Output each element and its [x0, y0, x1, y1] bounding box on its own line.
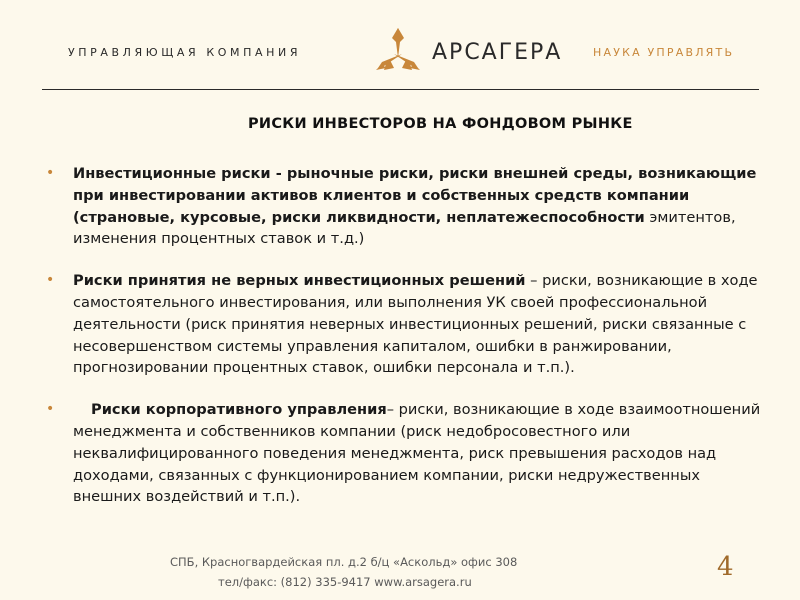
item-heading: Инвестиционные риски - рыночные риски, риски внешней среды, возникающие при инвестировании активов клиентов и собственных средств компании (страновые, курсовые, риски ликвидности, неплатежеспособности [73, 165, 757, 226]
item-heading: Риски принятия не верных инвестиционных решений [73, 272, 526, 290]
item-body: эмитентов, изменения процентных ставок и т.д.) [73, 208, 736, 248]
item-heading: Риски корпоративного управления [91, 401, 387, 419]
list-item [46, 270, 766, 379]
footer-address: СПБ, Красногвардейская пл. д.2 б/ц «Аскольд» офис 308 [170, 555, 518, 569]
footer [0, 555, 800, 600]
slide-title: РИСКИ ИНВЕСТОРОВ НА ФОНДОВОМ РЫНКЕ [248, 116, 633, 132]
item-text [73, 399, 766, 508]
brand-name: АРСАГЕРА [432, 40, 563, 65]
list-item [46, 399, 766, 508]
company-label: УПРАВЛЯЮЩАЯ КОМПАНИЯ [68, 46, 302, 59]
header [0, 0, 800, 100]
item-body: – риски, возникающие в ходе самостоятельного инвестирования, или выполнения УК своей профессиональной деятельности (риск принятия неверных инвестиционных решений, риски связанные с несовершенством системы управления капиталом, ошибки в ранжировании, прогнозировании процентных ставок, ошибки персонала и т.п.). [73, 272, 758, 377]
item-body: – риски, возникающие в ходе взаимоотношений менеджмента и собственников компании (риск недобросовестного или неквалифицированного поведения менеджмента, риск превышения расходов над доходами, связанных с функционированием компании, риски недружественных внешних воздействий и т.п.). [73, 401, 761, 506]
tagline: НАУКА УПРАВЛЯТЬ [593, 46, 735, 59]
header-divider [42, 89, 759, 90]
bullet-icon: • [46, 401, 55, 418]
item-text [73, 270, 766, 379]
bullet-icon: • [46, 165, 55, 181]
footer-contacts: тел/факс: (812) 335-9417 www.arsagera.ru [218, 575, 472, 589]
risk-list [46, 163, 766, 508]
arsagera-triangle-logo-icon [372, 24, 424, 76]
item-text [73, 163, 766, 250]
list-item [46, 163, 766, 250]
page-number: 4 [717, 552, 734, 582]
bullet-icon: • [46, 272, 55, 289]
